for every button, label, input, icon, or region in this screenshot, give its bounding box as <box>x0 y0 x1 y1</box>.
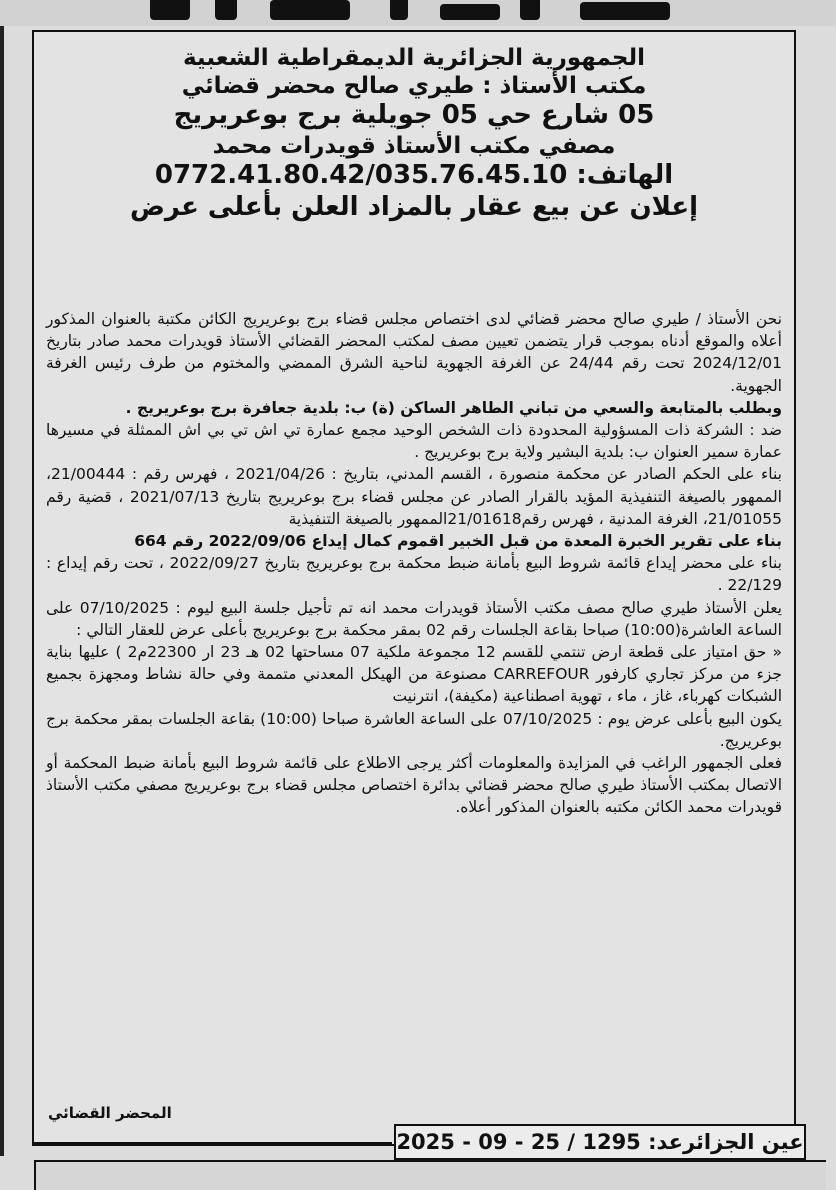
address-heading: 05 شارع حي 05 جويلية برج بوعريريج <box>173 100 655 131</box>
paragraph-against: ضد : الشركة ذات المسؤولية المحدودة ذات الشخص الوحيد مجمع عمارة تي اش تي بي اش الممثلة في مسيرها عمارة سمير العنوان ب: بلدية البشير ولاية برج بوعريريج . <box>46 421 782 462</box>
paragraph-property: « حق امتياز على قطعة ارض تنتمي للقسم 12 مجموعة ملكية 07 مساحتها 02 هـ 23 ار 22300م2 ) عليها بناية جزء من مركز تجاري كارفور CARREFOUR مصنوعة من الهيكل المعدني متممة وفي حالة نشاط ومجهزة بجميع الشبكات كهرباء، غاز ، ماء ، تهوية اصطناعية (مكيفة)، انترنيت <box>46 643 782 706</box>
legal-notice <box>32 30 804 1154</box>
reference-rule <box>32 1142 392 1144</box>
masthead-glyph <box>270 0 350 20</box>
phone-heading: الهاتف: 0772.41.80.42/035.76.45.10 <box>154 159 674 190</box>
notice-body <box>46 308 782 819</box>
paragraph-intro: نحن الأستاذ / طيري صالح محضر قضائي لدى اختصاص مجلس قضاء برج بوعريريج الكائن مكتبة بالعنوان المذكور أعلاه والموقع أدناه بموجب قرار يتضمن تعيين مصف لمكتب المحضر القضائي الأستاذ قويدرات محمد صادر بتاريخ 2024/12/01 تحت رقم 24/44 عن الغرفة الجهوية لناحية الشرق الممضي والمختوم من طرف رئيس الغرفة الجهوية. <box>46 310 783 395</box>
notice-title: إعلان عن بيع عقار بالمزاد العلن بأعلى عرض <box>129 191 699 222</box>
paragraph-deposit: بناء على محضر إيداع قائمة شروط البيع بأمانة ضبط محكمة برج بوعريريج بتاريخ 2022/09/27 ، تحت رقم إيداع : 22/129 . <box>46 554 783 595</box>
paragraph-postponement: يعلن الأستاذ طيري صالح مصف مكتب الأستاذ قويدرات محمد انه تم تأجيل جلسة البيع ليوم : 07/10/2025 على الساعة العاشرة(10:00) صباحا بقاعة الجلسات رقم 02 بمقر محكمة برج بوعريريج بأعلى عرض للعقار التالي : <box>46 598 782 639</box>
office-heading: مكتب الأستاذ : طيري صالح محضر قضائي <box>181 73 647 100</box>
next-notice-fragment <box>34 1160 826 1190</box>
masthead-glyph <box>520 0 540 20</box>
notice-header <box>34 44 794 223</box>
masthead-glyph <box>215 0 237 20</box>
republic-heading: الجمهورية الجزائرية الديمقراطية الشعبية <box>182 45 646 71</box>
liquidator-heading: مصفي مكتب الأستاذ قويدرات محمد <box>212 132 616 159</box>
paragraph-judgment: بناء على الحكم الصادر عن محكمة منصورة ، القسم المدني، بتاريخ : 2021/04/26 ، فهرس رقم : 21/00444، الممهور بالصيغة التنفيذية المؤيد بالقرار الصادر عن مجلس قضاء برج بوعريريج بتاريخ 2021/07/13 ، قضية رقم 21/01055، الغرفة المدنية ، فهرس رقم21/01618الممهور بالصيغة التنفيذية <box>46 465 782 528</box>
newspaper-masthead-fragment <box>0 0 836 26</box>
masthead-glyph <box>580 2 670 20</box>
masthead-glyph <box>390 0 408 20</box>
masthead-glyph <box>440 4 500 20</box>
column-rule <box>0 26 4 1156</box>
masthead-glyph <box>150 0 190 20</box>
publication-reference: عين الجزائرعد: 1295 / 25 - 09 - 2025 <box>394 1124 806 1160</box>
paragraph-sale-date: يكون البيع بأعلى عرض يوم : 07/10/2025 على الساعة العاشرة صباحا (10:00) بقاعة الجلسات بمقر محكمة برج بوعريريج. <box>46 709 782 750</box>
paragraph-public-info: فعلى الجمهور الراغب في المزايدة والمعلومات أكثر يرجى الاطلاع على قائمة شروط البيع بأمانة ضبط المحكمة أو الاتصال بمكتب الأستاذ طيري صالح محضر قضائي بدائرة اختصاص مجلس قضاء برج بوعريريج مصفي مكتب الأستاذ قويدرات محمد الكائن مكتبه بالعنوان المذكور أعلاه. <box>46 754 782 817</box>
paragraph-requester: وبطلب بالمتابعة والسعي من تباني الطاهر الساكن (ة) ب: بلدية جعافرة برج بوعريريج . <box>125 398 782 417</box>
paragraph-expert-report: بناء على تقرير الخبرة المعدة من قبل الخبير اقموم كمال إيداع 2022/09/06 رقم 664 <box>134 532 782 551</box>
signature: المحضر القضائي <box>48 1104 172 1122</box>
